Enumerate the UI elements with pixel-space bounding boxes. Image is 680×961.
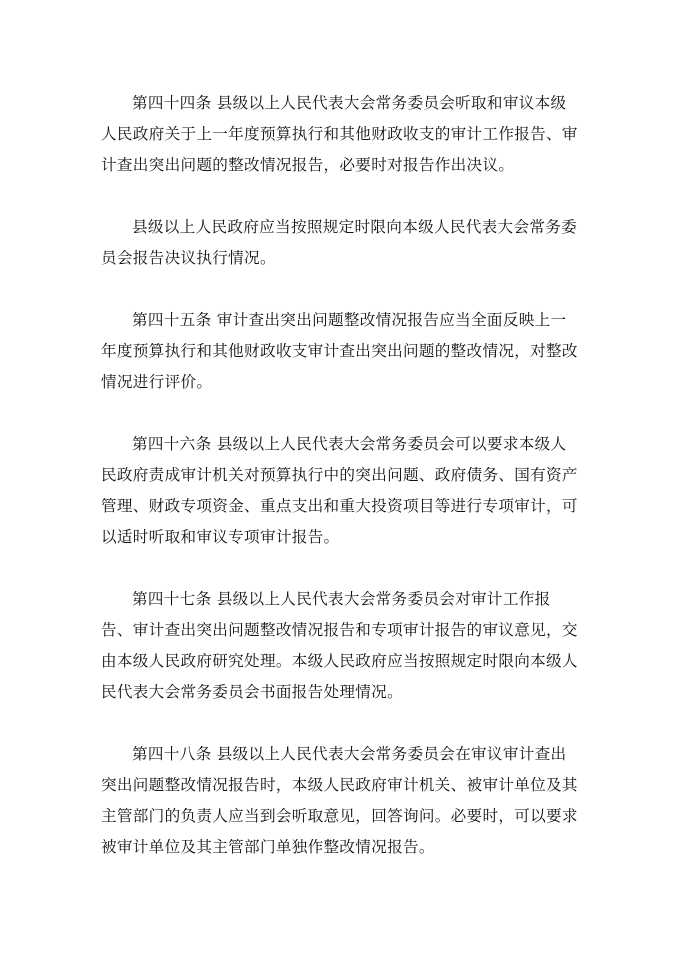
article-44-resolution-paragraph: 县级以上人民政府应当按照规定时限向本级人民代表大会常务委员会报告决议执行情况。 bbox=[101, 218, 578, 267]
article-45-paragraph: 第四十五条 审计查出突出问题整改情况报告应当全面反映上一年度预算执行和其他财政收支审计查出突出问题的整改情况，对整改情况进行评价。 bbox=[101, 311, 578, 391]
article-44-paragraph: 第四十四条 县级以上人民代表大会常务委员会听取和审议本级人民政府关于上一年度预算执行和其他财政收支的审计工作报告、审计查出突出问题的整改情况报告，必要时对报告作出决议。 bbox=[101, 94, 578, 174]
article-48-paragraph: 第四十八条 县级以上人民代表大会常务委员会在审议审计查出突出问题整改情况报告时，本级人民政府审计机关、被审计单位及其主管部门的负责人应当到会听取意见，回答询问。必要时，可以要求被审计单位及其主管部门单独作整改情况报告。 bbox=[101, 745, 578, 856]
article-46-paragraph: 第四十六条 县级以上人民代表大会常务委员会可以要求本级人民政府责成审计机关对预算执行中的突出问题、政府债务、国有资产管理、财政专项资金、重点支出和重大投资项目等进行专项审计，可以适时听取和审议专项审计报告。 bbox=[101, 435, 578, 546]
article-47-paragraph: 第四十七条 县级以上人民代表大会常务委员会对审计工作报告、审计查出突出问题整改情况报告和专项审计报告的审议意见，交由本级人民政府研究处理。本级人民政府应当按照规定时限向本级人民代表大会常务委员会书面报告处理情况。 bbox=[101, 590, 578, 701]
